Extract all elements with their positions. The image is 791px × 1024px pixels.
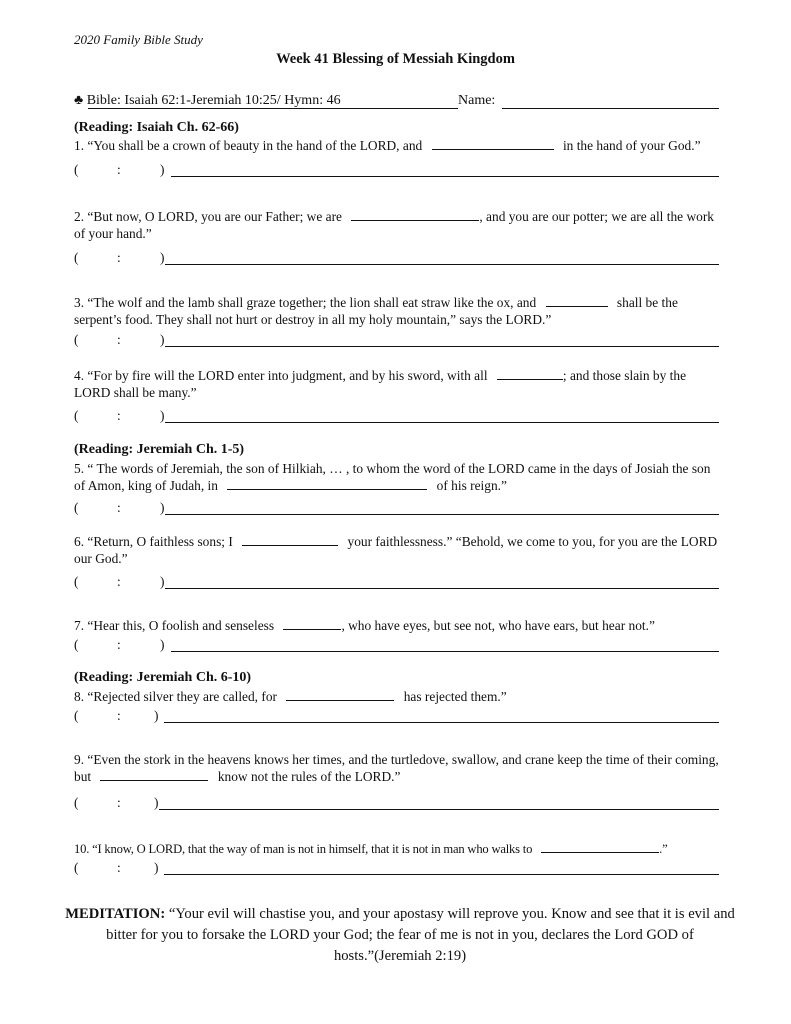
answer-open: ( — [74, 332, 79, 347]
answer-line[interactable] — [165, 588, 719, 589]
header-left: 2020 Family Bible Study — [74, 32, 203, 47]
question-text: your faithlessness.” “Behold, we come to you, for you are the LORD our God.” — [74, 534, 718, 566]
fill-blank[interactable] — [100, 768, 208, 781]
question-text: 6. “Return, O faithless sons; I — [74, 534, 233, 549]
answer-row — [74, 408, 719, 424]
page-title: Week 41 Blessing of Messiah Kingdom — [276, 51, 515, 67]
answer-line[interactable] — [164, 874, 719, 875]
question-text: ; and those slain by the LORD shall be many.” — [74, 368, 687, 400]
answer-colon: : — [117, 500, 121, 515]
question-text: , and you are our potter; we are all the work of your hand.” — [74, 209, 714, 241]
answer-line[interactable] — [165, 422, 719, 423]
question-2 — [74, 208, 719, 242]
fill-blank[interactable] — [286, 688, 394, 701]
meditation — [60, 904, 740, 967]
answer-line[interactable] — [159, 809, 719, 810]
question-text: in the hand of your God.” — [562, 138, 701, 153]
answer-close: ) — [160, 162, 165, 177]
answer-row — [74, 500, 719, 516]
answer-row — [74, 708, 719, 724]
answer-open: ( — [74, 408, 79, 423]
question-6 — [74, 533, 719, 567]
answer-colon: : — [117, 332, 121, 347]
question-9 — [74, 751, 719, 785]
answer-line[interactable] — [171, 176, 719, 177]
question-text: of his reign.” — [436, 478, 507, 493]
answer-row — [74, 332, 719, 348]
answer-close: ) — [160, 637, 165, 652]
answer-row — [74, 162, 719, 178]
question-text: 8. “Rejected silver they are called, for — [74, 689, 277, 704]
question-4 — [74, 367, 719, 401]
answer-close: ) — [160, 500, 165, 515]
name-label: Name: — [458, 93, 496, 108]
answer-close: ) — [160, 408, 165, 423]
fill-blank[interactable] — [541, 840, 659, 853]
meditation-label: MEDITATION: — [65, 906, 166, 922]
answer-open: ( — [74, 162, 79, 177]
answer-colon: : — [117, 574, 121, 589]
question-text: 5. “ The words of Jeremiah, the son of Hilkiah, … , to whom the word of the LORD came in the days of Josiah the son of Amon, king of Judah, in — [74, 461, 711, 493]
answer-row — [74, 860, 719, 876]
question-text: 2. “But now, O LORD, you are our Father; we are — [74, 209, 342, 224]
answer-open: ( — [74, 500, 79, 515]
name-field[interactable] — [502, 108, 719, 109]
answer-line[interactable] — [164, 722, 719, 723]
answer-close: ) — [154, 795, 159, 810]
question-text: 7. “Hear this, O foolish and senseless — [74, 618, 275, 633]
fill-blank[interactable] — [283, 617, 341, 630]
answer-close: ) — [160, 574, 165, 589]
question-7 — [74, 617, 719, 634]
answer-close: ) — [160, 250, 165, 265]
answer-colon: : — [117, 860, 121, 875]
question-5 — [74, 460, 719, 494]
question-text: has rejected them.” — [403, 689, 507, 704]
question-3 — [74, 294, 719, 328]
question-1 — [74, 137, 719, 154]
question-text: .” — [659, 842, 668, 856]
section-heading: (Reading: Jeremiah Ch. 6-10) — [74, 670, 252, 685]
fill-blank[interactable] — [432, 137, 554, 150]
answer-row — [74, 250, 719, 266]
fill-blank[interactable] — [546, 294, 608, 307]
question-text: 10. “I know, O LORD, that the way of man is not in himself, that it is not in man who walks to — [74, 842, 533, 856]
answer-colon: : — [117, 162, 121, 177]
answer-row — [74, 574, 719, 590]
answer-row — [74, 637, 719, 653]
answer-close: ) — [160, 332, 165, 347]
answer-line[interactable] — [165, 514, 719, 515]
question-text: , who have eyes, but see not, who have ears, but hear not.” — [341, 618, 655, 633]
fill-blank[interactable] — [242, 533, 338, 546]
question-8 — [74, 688, 719, 705]
answer-open: ( — [74, 250, 79, 265]
bible-underline — [88, 108, 458, 109]
meditation-text: “Your evil will chastise you, and your apostasy will reprove you. Know and see that it is evil and bitter for you to forsake the LORD your God; the fear of me is not in you, declares the Lord GOD of hosts.”(Jeremiah 2:19) — [106, 906, 735, 964]
answer-open: ( — [74, 860, 79, 875]
answer-open: ( — [74, 795, 79, 810]
answer-close: ) — [154, 708, 159, 723]
section-heading: (Reading: Jeremiah Ch. 1-5) — [74, 442, 245, 457]
answer-open: ( — [74, 574, 79, 589]
question-text: 1. “You shall be a crown of beauty in the hand of the LORD, and — [74, 138, 423, 153]
answer-colon: : — [117, 795, 121, 810]
answer-colon: : — [117, 250, 121, 265]
fill-blank[interactable] — [351, 208, 479, 221]
question-text: know not the rules of the LORD.” — [217, 769, 401, 784]
question-text: shall be the serpent’s food. They shall not hurt or destroy in all my holy mountain,” says the LORD.” — [74, 295, 678, 327]
answer-open: ( — [74, 708, 79, 723]
bible-line — [74, 93, 719, 109]
fill-blank[interactable] — [227, 477, 427, 490]
section-heading: (Reading: Isaiah Ch. 62-66) — [74, 120, 239, 135]
question-10 — [74, 840, 719, 858]
answer-line[interactable] — [165, 264, 719, 265]
question-text: 4. “For by fire will the LORD enter into judgment, and by his sword, with all — [74, 368, 488, 383]
answer-line[interactable] — [165, 346, 719, 347]
question-text: 3. “The wolf and the lamb shall graze together; the lion shall eat straw like the ox, and — [74, 295, 537, 310]
answer-colon: : — [117, 408, 121, 423]
fill-blank[interactable] — [497, 367, 563, 380]
answer-colon: : — [117, 708, 121, 723]
answer-open: ( — [74, 637, 79, 652]
question-text: 9. “Even the stork in the heavens knows her times, and the turtledove, swallow, and crane keep the time of their coming, but — [74, 752, 719, 784]
bible-reference: ♣ Bible: Isaiah 62:1-Jeremiah 10:25/ Hymn: 46 — [74, 93, 341, 108]
answer-colon: : — [117, 637, 121, 652]
answer-close: ) — [154, 860, 159, 875]
answer-row — [74, 795, 719, 811]
answer-line[interactable] — [171, 651, 719, 652]
